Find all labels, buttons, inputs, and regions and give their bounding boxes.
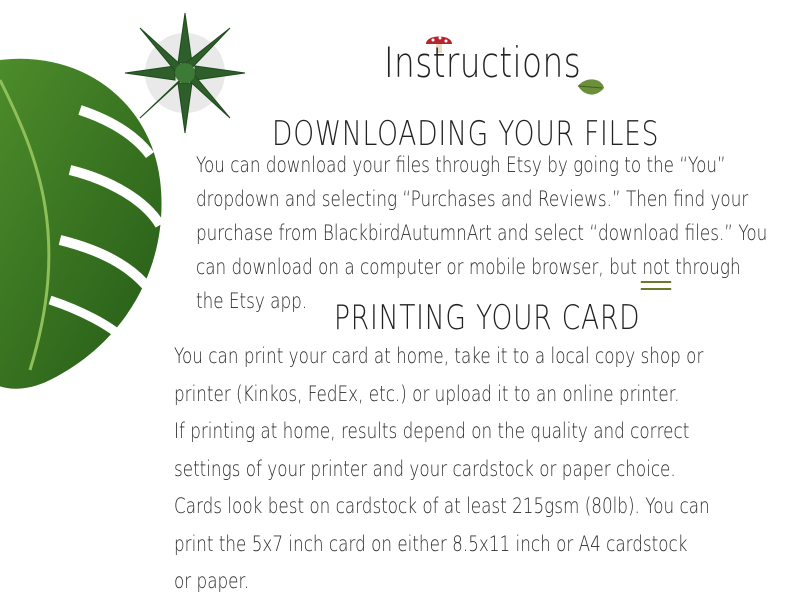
section-heading-downloading: DOWNLOADING YOUR FILES bbox=[272, 114, 660, 154]
body-line: settings of your printer and your cardstock or paper choice. bbox=[174, 456, 676, 481]
body-line: or paper. bbox=[174, 569, 250, 593]
body-text: can download on a computer or mobile browser, but bbox=[196, 255, 643, 279]
body-line: print the 5x7 inch card on either 8.5x11 inch or A4 cardstock bbox=[174, 531, 688, 556]
body-line: You can print your card at home, take it to a local copy shop or bbox=[174, 344, 704, 368]
section-body-printing bbox=[174, 338, 750, 601]
page-title: Instructions bbox=[384, 38, 582, 87]
body-line: the Etsy app. bbox=[196, 289, 308, 313]
body-line: printer (Kinkos, FedEx, etc.) or upload it to an online printer. bbox=[174, 381, 680, 406]
emphasis-not: not bbox=[642, 250, 670, 284]
succulent-icon bbox=[120, 8, 250, 138]
body-line: purchase from BlackbirdAutumnArt and select “download files.” You bbox=[196, 221, 768, 245]
section-body-downloading bbox=[196, 148, 772, 318]
body-line: dropdown and selecting “Purchases and Reviews.” Then find your bbox=[196, 187, 749, 211]
body-line: Cards look best on cardstock of at least 215gsm (80lb). You can bbox=[174, 494, 710, 518]
body-line bbox=[196, 250, 772, 284]
body-line: If printing at home, results depend on the quality and correct bbox=[174, 419, 690, 443]
body-line: You can download your files through Etsy by going to the “You” bbox=[196, 153, 726, 177]
body-text: through bbox=[669, 255, 741, 279]
section-heading-printing: PRINTING YOUR CARD bbox=[334, 298, 641, 338]
